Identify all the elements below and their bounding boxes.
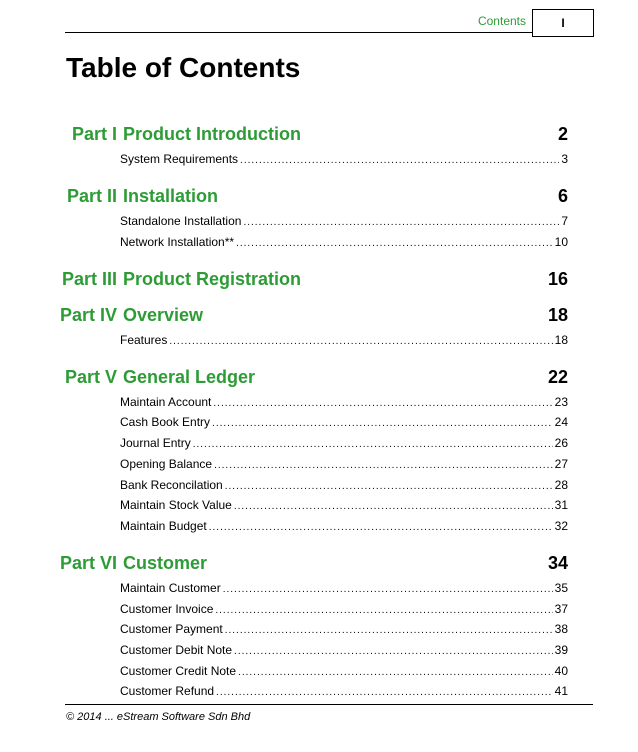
toc-dot-leader <box>234 644 553 659</box>
toc-part-page: 18 <box>547 304 568 325</box>
toc-dot-leader <box>238 665 553 680</box>
toc-entry-row[interactable] <box>120 415 568 430</box>
toc-entry-title: Customer Credit Note <box>120 663 237 678</box>
toc-part-row[interactable] <box>0 186 638 210</box>
toc-entry-page: 24 <box>554 415 568 430</box>
toc-entry-title: Customer Invoice <box>120 601 214 616</box>
toc-entry-row[interactable] <box>120 622 568 637</box>
toc-entry-page: 23 <box>554 394 568 409</box>
toc-entry-title: Customer Payment <box>120 622 223 637</box>
toc-entry-page: 38 <box>554 622 568 637</box>
toc-part-number: Part I <box>71 124 117 144</box>
toc-part-title: Overview <box>123 304 204 325</box>
toc-dot-leader <box>225 623 553 638</box>
toc-entry-page: 37 <box>554 601 568 616</box>
toc-entry-row[interactable] <box>120 581 568 596</box>
toc-part-page: 2 <box>557 124 568 144</box>
toc-dot-leader <box>225 479 553 494</box>
toc-dot-leader <box>234 499 553 514</box>
toc-part-page: 6 <box>557 186 568 206</box>
toc-entry-page: 39 <box>554 643 568 657</box>
toc-entry-page: 10 <box>554 234 568 249</box>
toc-part-number: Part IV <box>59 304 117 325</box>
toc-entry-row[interactable] <box>120 457 568 472</box>
toc-dot-leader <box>209 520 553 535</box>
toc-part-row[interactable] <box>0 269 638 293</box>
toc-entry-row[interactable] <box>120 664 568 679</box>
toc-part-title: Product Introduction <box>123 124 301 144</box>
toc-part-title: Installation <box>123 186 219 206</box>
toc-entry-page: 32 <box>554 518 568 533</box>
toc-dot-leader <box>223 582 553 597</box>
toc-entry-page: 35 <box>554 580 568 595</box>
footer-copyright: © 2014 ... eStream Software Sdn Bhd <box>66 711 251 723</box>
toc-dot-leader <box>243 215 559 230</box>
toc-entry-page: 41 <box>554 684 568 699</box>
toc-entry-page: 27 <box>554 456 568 471</box>
toc-entry-title: Customer Debit Note <box>120 643 233 657</box>
toc-dot-leader <box>169 334 552 349</box>
toc-part-number: Part III <box>61 268 117 289</box>
toc-part-number: Part VI <box>59 552 117 573</box>
toc-part-page: 16 <box>547 268 568 289</box>
header-label: Contents <box>477 14 526 28</box>
toc-dot-leader <box>236 236 553 251</box>
toc-entry-title: Features <box>120 332 168 347</box>
toc-entry-title: Maintain Customer <box>120 580 221 595</box>
toc-entry-row[interactable] <box>120 152 568 167</box>
toc-entry-page: 26 <box>554 436 568 451</box>
toc-entry-title: Customer Refund <box>120 684 215 699</box>
toc-entry-title: System Requirements <box>120 152 239 166</box>
footer-rule <box>65 704 593 705</box>
toc-entry-page: 3 <box>561 152 568 166</box>
toc-part-number: Part V <box>64 366 117 387</box>
toc-entry-title: Maintain Budget <box>120 518 207 533</box>
toc-entry-row[interactable] <box>120 602 568 617</box>
toc-entry-title: Maintain Account <box>120 394 212 409</box>
toc-entry-row[interactable] <box>120 498 568 513</box>
toc-entry-title: Maintain Stock Value <box>120 498 232 513</box>
toc-entry-page: 28 <box>554 477 568 492</box>
page-title: Table of Contents <box>66 52 301 83</box>
toc-entry-row[interactable] <box>120 395 568 410</box>
toc-part-row[interactable] <box>0 305 638 329</box>
toc-entry-row[interactable] <box>120 643 568 658</box>
toc-entry-row[interactable] <box>120 684 568 699</box>
toc-dot-leader <box>212 416 553 431</box>
page-number-box: I <box>532 9 594 37</box>
toc-dot-leader <box>216 685 553 700</box>
toc-part-title: Customer <box>123 552 208 573</box>
toc-entry-row[interactable] <box>120 519 568 534</box>
toc-entry-page: 40 <box>554 663 568 678</box>
toc-part-title: General Ledger <box>123 366 256 387</box>
toc-entry-row[interactable] <box>120 235 568 250</box>
toc-entry-title: Journal Entry <box>120 436 191 451</box>
toc-dot-leader <box>215 603 552 618</box>
toc-part-number: Part II <box>66 186 117 206</box>
toc-entry-page: 7 <box>561 214 568 228</box>
toc-entry-title: Bank Reconcilation <box>120 477 223 492</box>
toc-entry-title: Opening Balance <box>120 456 213 471</box>
toc-entry-title: Standalone Installation <box>120 214 242 228</box>
toc-entry-page: 18 <box>554 332 568 347</box>
toc-part-row[interactable] <box>0 124 638 148</box>
toc-entry-title: Network Installation** <box>120 234 235 249</box>
toc-part-title: Product Registration <box>123 268 302 289</box>
toc-part-row[interactable] <box>0 553 638 577</box>
toc-part-page: 22 <box>547 366 568 387</box>
toc-entry-page: 31 <box>554 498 568 513</box>
toc-entry-row[interactable] <box>120 478 568 493</box>
toc-part-page: 34 <box>547 552 568 573</box>
toc-dot-leader <box>214 458 553 473</box>
toc-dot-leader <box>240 153 559 168</box>
toc-entry-row[interactable] <box>120 333 568 348</box>
toc-entry-row[interactable] <box>120 436 568 451</box>
toc-entry-row[interactable] <box>120 214 568 229</box>
toc-part-row[interactable] <box>0 367 638 391</box>
toc-entry-title: Cash Book Entry <box>120 415 211 430</box>
toc-dot-leader <box>193 437 553 452</box>
toc-dot-leader <box>213 396 552 411</box>
